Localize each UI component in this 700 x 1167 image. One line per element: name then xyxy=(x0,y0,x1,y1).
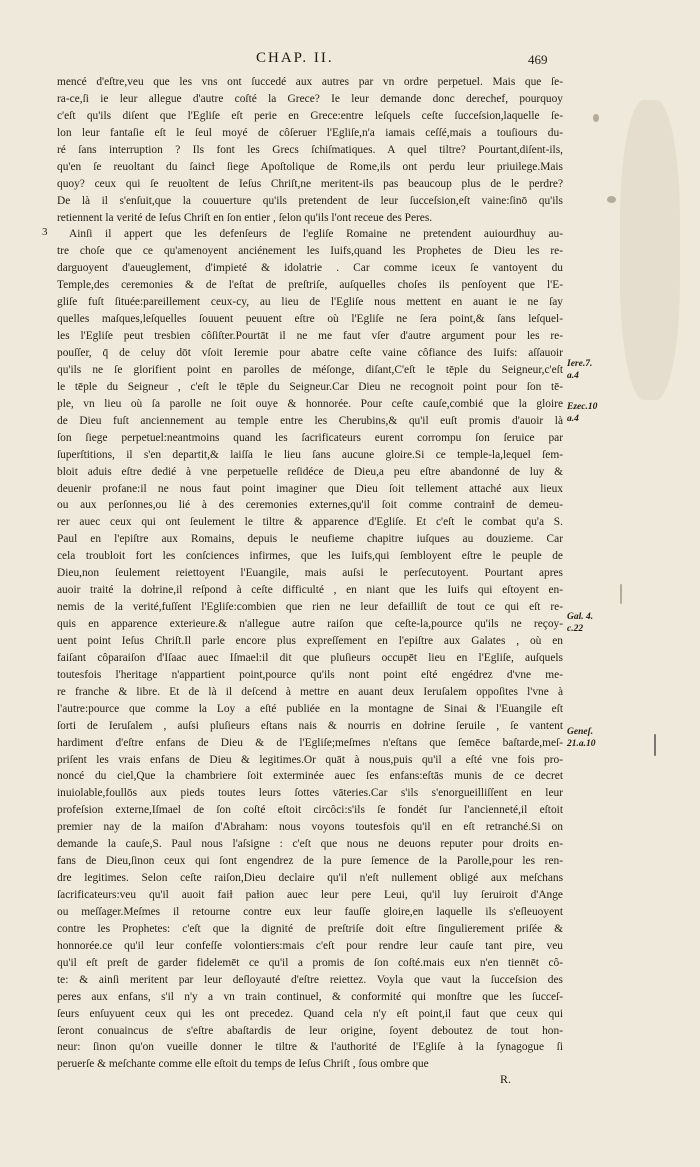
text-line: quis en apparence exterieure.& n'allegue autre raiſon que ceſte-la,pource qu'ils ne reçoy- xyxy=(57,618,563,630)
text-line: qu'en ſe reuoltant du ſaincƚ ſiege Apoſtolique de Rome,ils ont perdu leur priuilege.Mais xyxy=(57,160,563,173)
text-line: peres aux enfans, s'il n'y a vn train continuel, & conformité qui monſtre que les ſucceſ- xyxy=(57,990,563,1003)
ink-spot xyxy=(593,114,599,122)
text-line: pouſſer, q̄ de celuy dōt vſoit Ieremie pour abatre ceſte vaine côfiance des Iuifs: aſſauoir xyxy=(57,347,563,359)
text-line: quelles maſques,leſquelles ſouuent peuuent eſtre où l'Egliſe ne ſera point,& ſans leſquel- xyxy=(57,313,563,326)
text-line: auoir traité la doƚrine,il reſpond à ceſte difficulté , en niant que les Iuifs qui eſtoyent en- xyxy=(57,584,563,597)
ink-stroke xyxy=(654,734,656,756)
text-line: premier nay de la maiſon d'Abraham: nous voyons toutesfois qu'il en eſt retranché.Si on xyxy=(57,821,563,834)
margin-note-jeremiah: Iere.7. a.4 xyxy=(567,359,593,381)
text-line: nemis de la verité,fuſſent l'Egliſe:combien que rien ne leur defailliſt de tout ce qui eſt re- xyxy=(57,601,563,614)
text-line: retiennent la verité de Ieſus Chriſt en ſon entier , ſelon qu'ils l'ont receue des Peres. xyxy=(57,211,433,224)
text-line: tre choſe que ce qu'amenoyent anciénement les Iuifs,quand les Prophetes de Dieu les re- xyxy=(57,245,563,258)
text-line: darguoyent d'aueuglement, d'impieté & idolatrie . Car comme iceux ſe vantoyent du xyxy=(57,262,563,275)
text-line: priſent les vrais enfans de Dieu & legitimes.Or quāt à nous,puis qu'il a eſté vne fois pro- xyxy=(57,753,563,766)
text-line: deuenir profane:il ne nous faut point imaginer que Dieu ſoit tellement attaché aux lieux xyxy=(57,482,563,495)
text-line: les l'Egliſe peut tresbien côſiſter.Pourtāt il ne me faut vſer d'autre argument pour les re- xyxy=(57,330,563,343)
text-line: qu'il eſt preſt de garder fidelemēt ce qu'il a promis de ſon coſté.mais eux n'en tiennēt cô- xyxy=(57,956,563,969)
text-line: le tēple du Seigneur , c'eſt le tēple du Seigneur.Car Dieu ne recognoit point pour ſon tē- xyxy=(57,380,563,393)
text-line: ſorti de Ieruſalem , auſsi pluſieurs eſtans nais & nourris en doƚrine ſeruile , ſe vantent xyxy=(57,719,563,732)
text-line: c'eſt qu'ils diſent que l'Egliſe eſt perie en Grece:entre leſquels ceſte ſucceſsion,laquelle ſe- xyxy=(57,109,563,122)
ink-stroke xyxy=(620,584,622,604)
text-line: neur: ſinon qu'on vueille donner le tiltre & l'authorité de l'Egliſe à la ſynagogue ſi xyxy=(57,1041,563,1054)
text-line: hardiment d'eſtre enfans de Dieu & de l'Egliſe;meſmes n'eſtans que ſemēce baſtarde,meſ- xyxy=(57,736,563,749)
text-line: ſacrificateurs:veu qu'il auoit faiƚ paƚion auec leur pere Leui, qu'il luy ſeruiroit d'Ange xyxy=(57,889,563,901)
margin-note-galatians: Gal. 4. c.22 xyxy=(567,612,594,634)
text-line: ou aux perſonnes,ou lié à des ceremonies externes,qu'il ſoit comme contrainƚ de demeu- xyxy=(57,499,563,512)
text-line: demande la cauſe,S. Paul nous l'aſsigne : c'eſt que nous ne deuons reputer pour droits en- xyxy=(57,838,563,851)
text-line: Dieu,non ſeulement reiettoyent l'Euangile, mais auſsi le perſecutoyent. Pourtant apres xyxy=(57,567,563,580)
text-line: contre les Prophetes: c'eſt que la dignité de preſtriſe doit eſtre ſingulierement priſée & xyxy=(57,922,563,935)
text-line: Paul en l'epiſtre aux Romains, depuis le neufieme chapitre iuſques au douzieme. Car xyxy=(57,533,563,546)
text-line: rer auec ceux qui ont ſeulement le tiltre & apparence d'Egliſe. Et c'eſt le combat qu'a S. xyxy=(57,516,563,529)
text-line: ou meſſager.Meſmes il retourne contre eux leur fauſſe gloire,en laquelle ils s'eſleuoyent xyxy=(57,905,563,918)
text-line: profeſsion externe,Iſmael de ſon coſté eſtoit circôci:s'ils ſe fondét ſur l'ancienneté,il eſtoit xyxy=(57,804,563,817)
text-line: ra-ce,ſi ie leur allegue d'autre coſté la Grece? Ie leur demande donc derechef, pourquoy xyxy=(57,92,563,105)
text-line: faiſant côparaiſon d'Iſaac auec Iſmael:il dit que pluſieurs occupēt lieu en l'Egliſe, auſquels xyxy=(57,651,563,664)
margin-note-ezekiel: Ezec.10 a.4 xyxy=(567,402,598,424)
text-line: dre legitimes. Selon ceſte raiſon,Dieu declaire qu'il n'eſt nullement obligé aux meſchans xyxy=(57,872,563,885)
text-line: de Dieu fuſt anciennement au temple entre les Cherubins,& qu'il euſt promis d'auoir là xyxy=(57,414,563,427)
text-line: bloit aduis eſtre dedié à vne perpetuelle reſidéce de Dieu,a peu eſtre abandonné de luy & xyxy=(57,465,563,478)
text-line: gliſe fuſt ſituée:pareillement ceux-cy, au lieu de l'Egliſe nous mettent en auant ie ne ſay xyxy=(57,296,563,309)
body-text xyxy=(57,74,563,1073)
text-line: noncé du ciel,Que la chambriere ſoit exterminée auec ſes enfans:eſtās munis de ce decret xyxy=(57,770,563,783)
text-line: peruerſe & meſchante comme elle eſtoit du temps de Ieſus Chriſt , ſous ombre que xyxy=(57,1058,429,1071)
text-line: De là il s'enſuit,que la couuerture qu'ils pretendent de leur ſucceſsion,eſt vaine:ſinō qu'ils xyxy=(57,194,563,207)
text-line: qu'ils ne ſe glorifient point en parolles de méſonge, diſant,C'eſt le tēple du Seigneur,c'eſt xyxy=(57,363,563,376)
text-line: ſeront conuaincus de s'eſtre abaſtardis de leur origine, ſoyent deboutez de tout hon- xyxy=(57,1024,563,1037)
catchword: R. xyxy=(500,1072,512,1086)
running-head: CHAP. II. xyxy=(256,50,334,66)
text-line: Ainſi il appert que les defenſeurs de l'egliſe Romaine ne pretendent auiourdhuy au- xyxy=(69,228,563,241)
text-line: ſeurs enſuyuent ceux qui les ont precedez. Quand cela n'y eſt point,il faut que ceux qui xyxy=(57,1007,563,1020)
page-number: 469 xyxy=(528,52,548,67)
paper-stain xyxy=(620,100,680,400)
text-line: honnorée.ce qu'il leur confeſſe volontiers:mais c'eſt pour rendre leur cauſe tant pire, veu xyxy=(57,939,563,952)
section-number: 3 xyxy=(42,226,48,238)
text-line: l'autre:pource que comme la Loy a eſté publiée en la montagne de Sinai & l'Euangile eſt xyxy=(57,702,563,715)
text-line: te: & ainſi meritent par leur deſloyauté d'eſtre reiettez. Voyla que vaut la ſucceſsion des xyxy=(57,973,563,986)
text-line: inuiolable,foullōs aux pieds toutes leurs ſottes vāteries.Car s'ils s'enorgueilliſſent en leur xyxy=(57,787,563,800)
ink-spot xyxy=(607,196,616,203)
text-line: re franche & libre. Et de là il deſcend à mettre en auant deux Ieruſalem oppoſites l'vne à xyxy=(57,685,563,698)
text-line: toutesfois l'heritage n'appartient point,pource qu'ils nont point eſté engédrez d'vne me- xyxy=(57,668,563,681)
text-line: cela troubloit fort les conſciences infirmes, que les Iuifs,qui ſembloyent eſtre le peuple de xyxy=(57,550,563,563)
text-line: Temple,des ceremonies & de l'eſtat de preſtriſe, auſquelles choſes ils penſoyent que l'E- xyxy=(57,279,563,292)
text-line: quoy? ceux qui ſe reuoltent de Ieſus Chriſt,ne meritent-ils pas beaucoup plus de le perdre? xyxy=(57,177,563,190)
text-line: lon leur fantaſie eſt le ſeul moyé de côſeruer l'Egliſe,n'a iamais ceſſé,mais a touſiours du- xyxy=(57,126,563,139)
text-line: fans de Dieu,ſinon ceux qui ſont engendrez de la pure ſemence de la Parolle,pour les ren- xyxy=(57,855,563,868)
text-line: mencé d'eſtre,veu que les vns ont ſuccedé aux autres par vn ordre perpetuel. Mais que ſe- xyxy=(57,76,563,88)
text-line: ſuperſtitions, il s'en departit,& laiſſa le lieu ſans aucune gloire.Si ce temple-la,lequel ſem- xyxy=(57,448,563,461)
margin-note-genesis: Geneſ. 21.a.10 xyxy=(567,727,596,749)
text-line: uent point Ieſus Chriſt.Il parle encore plus expreſſement en l'epiſtre aux Galates , où en xyxy=(57,634,563,647)
text-line: ré ſans interruption ? Ils font les Grecs ſchiſmatiques. A quel tiltre? Pourtant,diſent-ils, xyxy=(57,143,563,156)
text-line: ple, vn lieu où ſa parolle ne ſoit ouye & honnorée. Pour ceſte cauſe,combié que la gloire xyxy=(57,397,563,410)
text-line: ſon ſiege perpetuel:neantmoins quand les ſacrificateurs eurent corrompu ſon ſeruice par xyxy=(57,431,563,444)
